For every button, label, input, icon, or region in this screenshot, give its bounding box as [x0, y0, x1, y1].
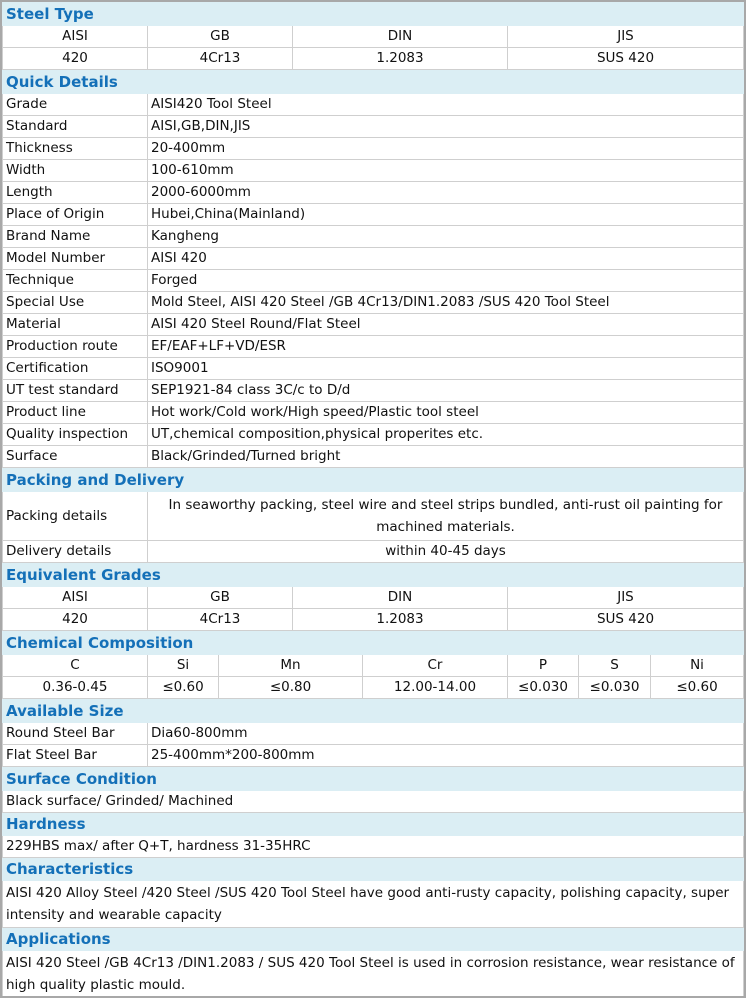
row-label: Place of Origin [3, 204, 148, 226]
section-title: Applications [3, 928, 744, 951]
header-cell: GB [148, 26, 293, 48]
section-title: Surface Condition [3, 768, 744, 791]
available-size-table [2, 699, 744, 767]
steel-type-table [2, 2, 744, 70]
packing-table [2, 468, 744, 563]
value-cell: SUS 420 [508, 48, 744, 70]
header-cell: C [3, 655, 148, 677]
section-title: Quick Details [3, 71, 744, 94]
value-cell: 420 [3, 48, 148, 70]
table-row [3, 204, 744, 226]
characteristics-text: AISI 420 Alloy Steel /420 Steel /SUS 420 Tool Steel have good anti-rusty capacity, polishing capacity, super intensity and wearable capacity [3, 881, 744, 928]
row-value: AISI,GB,DIN,JIS [148, 116, 744, 138]
value-cell: 4Cr13 [148, 48, 293, 70]
row-value: Hubei,China(Mainland) [148, 204, 744, 226]
row-label: Packing details [3, 492, 148, 541]
row-label: Delivery details [3, 541, 148, 563]
row-label: Model Number [3, 248, 148, 270]
header-cell: Si [148, 655, 219, 677]
row-value: Hot work/Cold work/High speed/Plastic tool steel [148, 402, 744, 424]
header-cell: S [579, 655, 651, 677]
row-label: Brand Name [3, 226, 148, 248]
row-value: 100-610mm [148, 160, 744, 182]
row-label: Material [3, 314, 148, 336]
header-cell: P [508, 655, 579, 677]
row-value: Mold Steel, AISI 420 Steel /GB 4Cr13/DIN1.2083 /SUS 420 Tool Steel [148, 292, 744, 314]
header-cell: GB [148, 587, 293, 609]
header-cell: Ni [651, 655, 744, 677]
text-sections [2, 767, 744, 998]
header-cell: AISI [3, 587, 148, 609]
table-row [3, 402, 744, 424]
row-label: Flat Steel Bar [3, 745, 148, 767]
header-cell: Cr [363, 655, 508, 677]
table-row [3, 336, 744, 358]
header-cell: Mn [219, 655, 363, 677]
table-row [3, 116, 744, 138]
value-cell: ≤0.80 [219, 677, 363, 699]
section-title: Available Size [3, 700, 744, 723]
row-value: AISI 420 Steel Round/Flat Steel [148, 314, 744, 336]
row-value: SEP1921-84 class 3C/c to D/d [148, 380, 744, 402]
header-cell: JIS [508, 587, 744, 609]
header-cell: DIN [293, 587, 508, 609]
row-label: Length [3, 182, 148, 204]
row-value: 20-400mm [148, 138, 744, 160]
row-value: AISI420 Tool Steel [148, 94, 744, 116]
chemical-composition-table [2, 631, 744, 699]
value-cell: SUS 420 [508, 609, 744, 631]
row-value: 2000-6000mm [148, 182, 744, 204]
value-cell: 420 [3, 609, 148, 631]
table-row [3, 358, 744, 380]
row-value: AISI 420 [148, 248, 744, 270]
row-value: Forged [148, 270, 744, 292]
row-value: Kangheng [148, 226, 744, 248]
equivalent-grades-table [2, 563, 744, 631]
table-row [3, 270, 744, 292]
value-cell: 1.2083 [293, 609, 508, 631]
row-label: Standard [3, 116, 148, 138]
row-label: Round Steel Bar [3, 723, 148, 745]
table-row [3, 380, 744, 402]
row-value: 25-400mm*200-800mm [148, 745, 744, 767]
value-cell: 12.00-14.00 [363, 677, 508, 699]
row-label: UT test standard [3, 380, 148, 402]
row-label: Quality inspection [3, 424, 148, 446]
surface-text: Black surface/ Grinded/ Machined [3, 791, 744, 813]
table-row [3, 424, 744, 446]
row-label: Grade [3, 94, 148, 116]
row-label: Certification [3, 358, 148, 380]
section-title: Characteristics [3, 858, 744, 881]
row-value: In seaworthy packing, steel wire and steel strips bundled, anti-rust oil painting for machined materials. [148, 492, 744, 541]
row-label: Product line [3, 402, 148, 424]
quick-details-table [2, 70, 744, 468]
section-title: Chemical Composition [3, 632, 744, 655]
table-row [3, 160, 744, 182]
row-label: Surface [3, 446, 148, 468]
section-title: Steel Type [3, 3, 744, 26]
row-value: Dia60-800mm [148, 723, 744, 745]
value-cell: ≤0.60 [148, 677, 219, 699]
header-cell: JIS [508, 26, 744, 48]
section-title: Equivalent Grades [3, 564, 744, 587]
row-label: Production route [3, 336, 148, 358]
table-row [3, 314, 744, 336]
section-title: Hardness [3, 813, 744, 836]
value-cell: ≤0.030 [508, 677, 579, 699]
row-label: Width [3, 160, 148, 182]
row-label: Special Use [3, 292, 148, 314]
row-value: EF/EAF+LF+VD/ESR [148, 336, 744, 358]
header-cell: AISI [3, 26, 148, 48]
applications-text: AISI 420 Steel /GB 4Cr13 /DIN1.2083 / SUS 420 Tool Steel is used in corrosion resistance, wear resistance of high quality plastic mould. [3, 951, 744, 998]
table-row [3, 248, 744, 270]
row-label: Thickness [3, 138, 148, 160]
table-row [3, 226, 744, 248]
row-value: within 40-45 days [148, 541, 744, 563]
table-row [3, 94, 744, 116]
row-value: ISO9001 [148, 358, 744, 380]
table-row [3, 138, 744, 160]
row-value: Black/Grinded/Turned bright [148, 446, 744, 468]
table-row [3, 446, 744, 468]
table-row [3, 182, 744, 204]
section-title: Packing and Delivery [3, 469, 744, 492]
row-label: Technique [3, 270, 148, 292]
value-cell: 4Cr13 [148, 609, 293, 631]
value-cell: ≤0.60 [651, 677, 744, 699]
row-value: UT,chemical composition,physical properites etc. [148, 424, 744, 446]
value-cell: 1.2083 [293, 48, 508, 70]
value-cell: ≤0.030 [579, 677, 651, 699]
value-cell: 0.36-0.45 [3, 677, 148, 699]
header-cell: DIN [293, 26, 508, 48]
hardness-text: 229HBS max/ after Q+T, hardness 31-35HRC [3, 836, 744, 858]
table-row [3, 292, 744, 314]
